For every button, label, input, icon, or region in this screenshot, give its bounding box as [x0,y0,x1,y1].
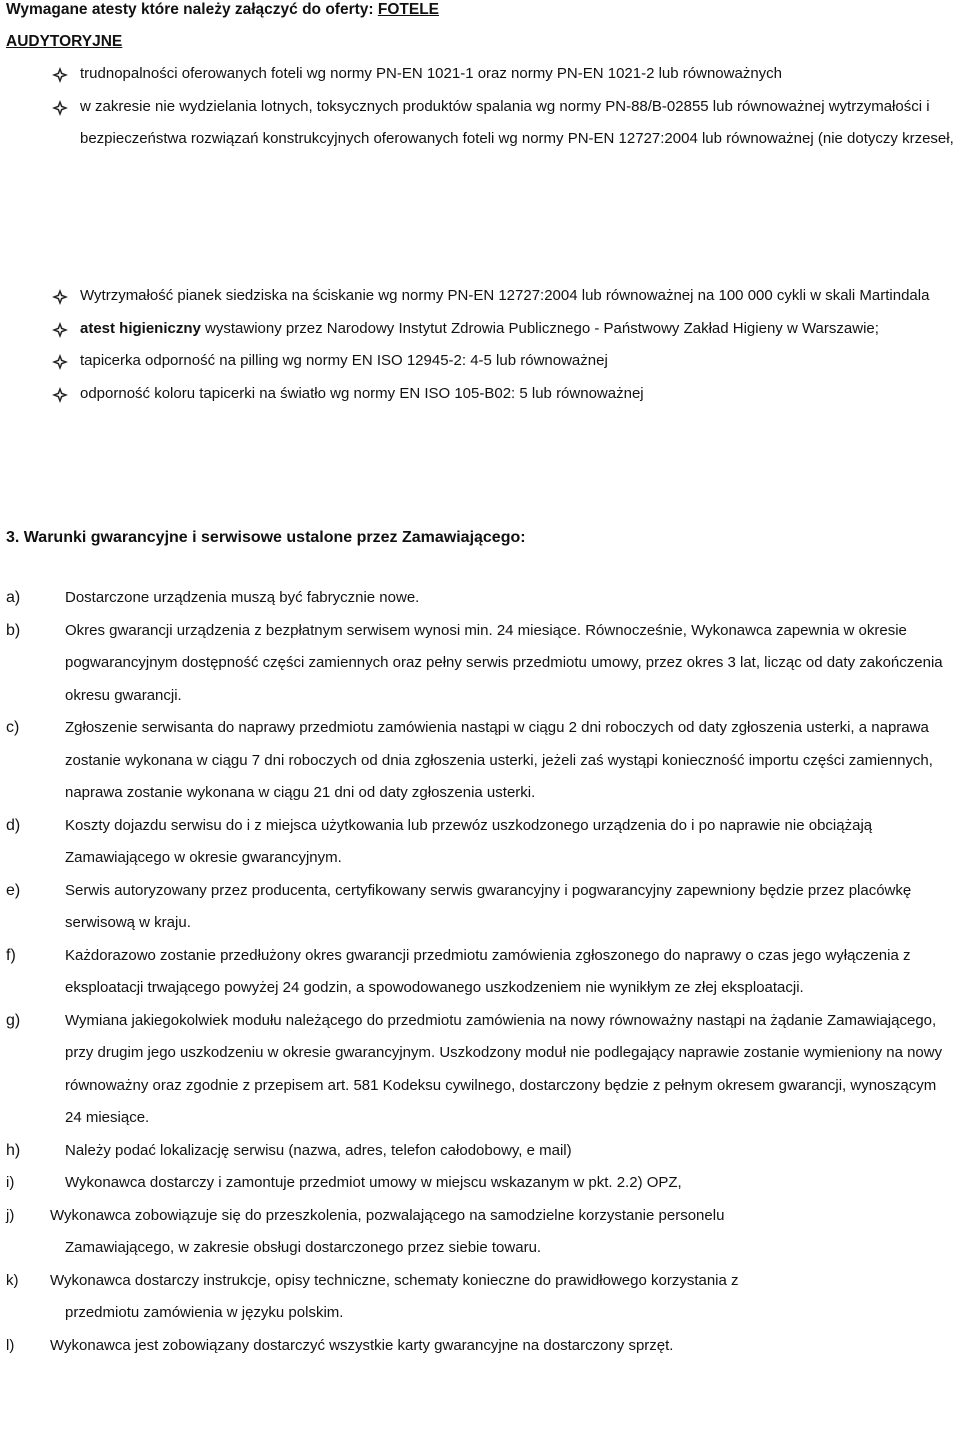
item-marker: d) [6,816,21,834]
requirements-heading [6,0,439,27]
item-marker: l) [6,1336,15,1354]
list-item [0,280,960,313]
attest-list-bottom [0,280,960,410]
item-text: Wykonawca jest zobowiązany dostarczyć wszystkie karty gwarancyjne na dostarczony sprzęt. [50,1336,674,1354]
item-text: Koszty dojazdu serwisu do i z miejsca użytkowania lub przewóz uszkodzonego urządzenia do i po naprawie nie obciążają Zamawiającego w okresie gwarancyjnym. [65,816,873,866]
list-item-text: w zakresie nie wydzielania lotnych, toksycznych produktów spalania wg normy PN-88/B-02855 lub równoważnej wytrzymałości i bezpieczeństwa rozwiązań konstrukcyjnych oferowanych foteli wg normy PN-EN 12727:2004 lub równoważnej (nie dotyczy krzeseł, [80,97,954,147]
list-item [0,875,960,940]
list-item [0,378,960,411]
item-text: Każdorazowo zostanie przedłużony okres gwarancji przedmiotu zamówienia zgłoszonego do naprawy o czas jego wyłączenia z eksploatacji trwającego powyżej 24 godzin, a spowodowanego uszkodzeniem nie wynikłym ze złej eksploatacji. [65,946,911,996]
item-text: Wykonawca dostarczy instrukcje, opisy techniczne, schematy konieczne do prawidłowego korzystania z [50,1271,739,1289]
item-text: Wykonawca zobowiązuje się do przeszkolenia, pozwalającego na samodzielne korzystanie personelu [50,1206,725,1224]
heading-text: Wymagane atesty które należy załączyć do oferty: [6,1,378,18]
heading-underlined-audytoryjne: AUDYTORYJNE [6,33,123,50]
item-marker: b) [6,621,21,639]
item-text: Należy podać lokalizację serwisu (nazwa, adres, telefon całodobowy, e mail) [65,1141,572,1159]
list-item [0,345,960,378]
diamond-bullet-icon [52,345,70,378]
item-marker: k) [6,1271,19,1289]
item-marker: h) [6,1141,21,1159]
item-text: Wykonawca dostarczy i zamontuje przedmiot umowy w miejscu wskazanym w pkt. 2.2) OPZ, [65,1174,682,1191]
warranty-conditions-list [0,582,960,1362]
item-marker: j) [6,1206,15,1224]
list-item [0,582,960,615]
heading-underlined-fotele: FOTELE [377,1,439,18]
list-item-text: tapicerka odporność na pilling wg normy EN ISO 12945-2: 4-5 lub równoważnej [80,352,608,369]
list-item-text: odporność koloru tapicerki na światło wg normy EN ISO 105-B02: 5 lub równoważnej [80,384,644,402]
list-item [0,712,960,810]
list-item-text: wystawiony przez Narodowy Instytut Zdrowia Publicznego - Państwowy Zakład Higieny w Warszawie; [200,319,879,337]
attest-list-top [0,58,960,156]
section-title: 3. Warunki gwarancyjne i serwisowe ustalone przez Zamawiającego: [6,529,526,546]
item-marker: e) [6,881,21,899]
diamond-bullet-icon [52,58,70,91]
list-item [0,940,960,1005]
item-text-continuation: Zamawiającego, w zakresie obsługi dostarczonego przez siebie towaru. [65,1239,542,1256]
list-item-text: Wytrzymałość pianek siedziska na ściskanie wg normy PN-EN 12727:2004 lub równoważnej na 100 000 cykli w skali Martindala [80,287,930,304]
list-item [0,91,960,156]
list-item-text: trudnopalności oferowanych foteli wg normy PN-EN 1021-1 oraz normy PN-EN 1021-2 lub równoważnych [80,65,782,82]
list-item-bold: atest higieniczny [80,319,201,337]
diamond-bullet-icon [52,378,70,411]
list-item [0,810,960,875]
item-marker: f) [6,946,16,964]
diamond-bullet-icon [52,313,70,346]
item-text: Dostarczone urządzenia muszą być fabrycznie nowe. [65,589,420,606]
list-item [0,1135,960,1168]
list-item [0,58,960,91]
list-item [0,1005,960,1135]
diamond-bullet-icon [52,91,70,124]
list-item [0,313,960,346]
item-text: Wymiana jakiegokolwiek modułu należącego do przedmiotu zamówienia na nowy równoważny nastąpi na żądanie Zamawiającego, przy drugim jego uszkodzeniu w okresie gwarancyjnym. Uszkodzony moduł nie podlegający naprawie zostanie wymieniony na nowy równoważny oraz zgodnie z przepisem art. 581 Kodeksu cywilnego, dostarczony będzie z pełnym okresem gwarancji, wynoszącym 24 miesiące. [65,1011,943,1126]
list-item [0,1167,960,1200]
item-marker: a) [6,589,21,606]
list-item [0,1265,960,1330]
item-text-continuation: przedmiotu zamówienia w języku polskim. [65,1304,344,1321]
item-text: Okres gwarancji urządzenia z bezpłatnym serwisem wynosi min. 24 miesiące. Równocześnie, Wykonawca zapewnia w okresie pogwarancyjnym dostępność części zamiennych oraz pełny serwis przedmiotu umowy, przez okres 3 lat, licząc od daty zakończenia okresu gwarancji. [65,621,943,704]
item-marker: i) [6,1174,15,1191]
item-text: Serwis autoryzowany przez producenta, certyfikowany serwis gwarancyjny i pogwarancyjny zapewniony będzie przez placówkę serwisową w kraju. [65,881,912,931]
list-item [0,1200,960,1265]
item-text: Zgłoszenie serwisanta do naprawy przedmiotu zamówienia nastąpi w ciągu 2 dni roboczych od daty zgłoszenia usterki, a naprawa zostanie wykonana w ciągu 7 dni roboczych od dnia zgłoszenia usterki, jeżeli zaś wystąpi konieczność importu części zamiennych, naprawa zostanie wykonana w ciągu 21 dni od daty zgłoszenia usterki. [65,719,933,801]
item-marker: g) [6,1011,21,1029]
diamond-bullet-icon [52,280,70,313]
list-item [0,1330,960,1363]
list-item [0,615,960,713]
item-marker: c) [6,719,20,736]
